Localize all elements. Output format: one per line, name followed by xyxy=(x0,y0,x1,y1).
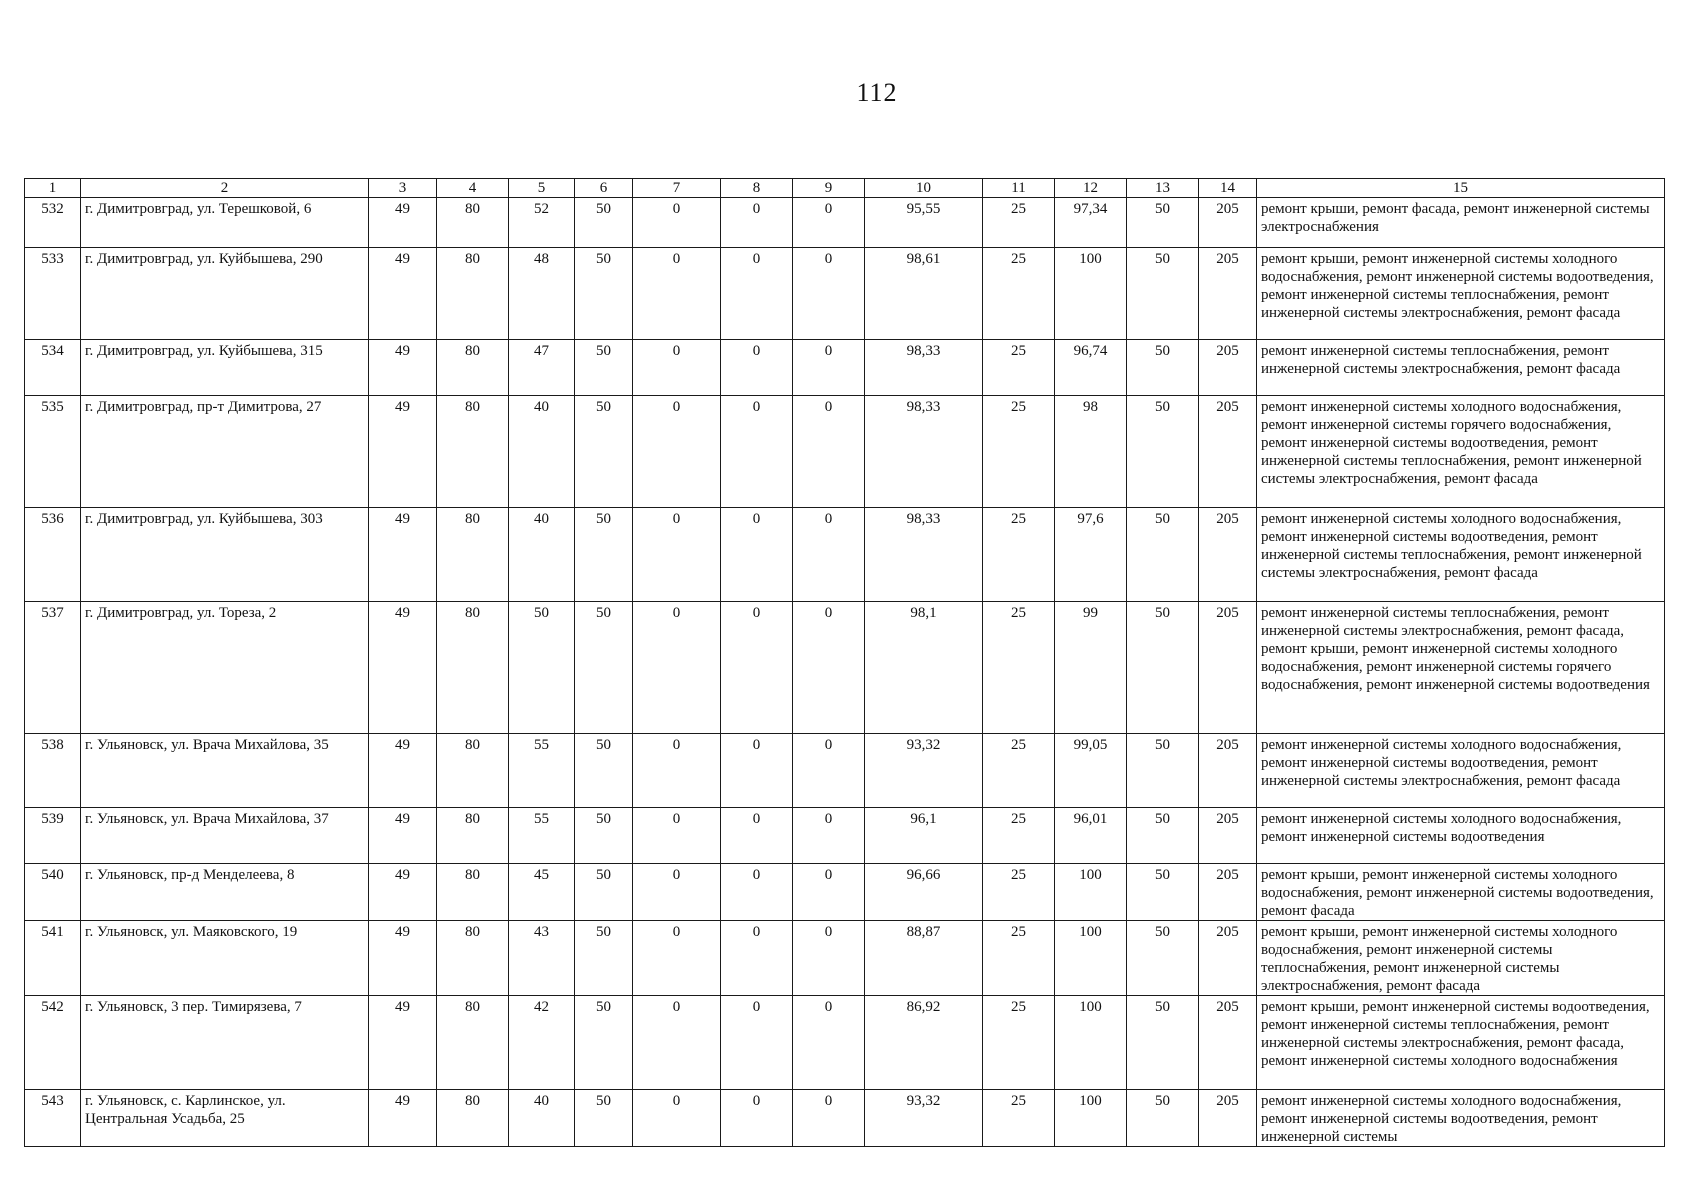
column-header: 13 xyxy=(1127,179,1199,198)
col13-value: 50 xyxy=(1127,340,1199,396)
col10-value: 98,33 xyxy=(865,396,983,508)
col5-value: 40 xyxy=(509,508,575,602)
col10-value: 98,1 xyxy=(865,602,983,734)
col9-value: 0 xyxy=(793,808,865,864)
col14-value: 205 xyxy=(1199,508,1257,602)
column-header: 10 xyxy=(865,179,983,198)
col11-value: 25 xyxy=(983,921,1055,996)
col13-value: 50 xyxy=(1127,1090,1199,1147)
col3-value: 49 xyxy=(369,340,437,396)
col8-value: 0 xyxy=(721,340,793,396)
table-row xyxy=(25,396,1665,508)
table-row xyxy=(25,921,1665,996)
column-header: 9 xyxy=(793,179,865,198)
col7-value: 0 xyxy=(633,734,721,808)
col4-value: 80 xyxy=(437,340,509,396)
col3-value: 49 xyxy=(369,396,437,508)
col10-value: 98,33 xyxy=(865,508,983,602)
col10-value: 98,61 xyxy=(865,248,983,340)
address-cell: г. Ульяновск, с. Карлинское, ул. Центральная Усадьба, 25 xyxy=(81,1090,369,1147)
col6-value: 50 xyxy=(575,734,633,808)
works-description: ремонт инженерной системы холодного водоснабжения, ремонт инженерной системы водоотведения, ремонт инженерной системы xyxy=(1257,1090,1665,1147)
col9-value: 0 xyxy=(793,1090,865,1147)
col7-value: 0 xyxy=(633,248,721,340)
col6-value: 50 xyxy=(575,1090,633,1147)
col10-value: 98,33 xyxy=(865,340,983,396)
col3-value: 49 xyxy=(369,1090,437,1147)
col14-value: 205 xyxy=(1199,198,1257,248)
col4-value: 80 xyxy=(437,396,509,508)
row-number: 532 xyxy=(25,198,81,248)
col12-value: 100 xyxy=(1055,996,1127,1090)
col8-value: 0 xyxy=(721,248,793,340)
col12-value: 97,6 xyxy=(1055,508,1127,602)
row-number: 535 xyxy=(25,396,81,508)
repair-table xyxy=(24,178,1665,1147)
table-row xyxy=(25,734,1665,808)
col13-value: 50 xyxy=(1127,734,1199,808)
address-cell: г. Ульяновск, пр-д Менделеева, 8 xyxy=(81,864,369,921)
address-cell: г. Ульяновск, 3 пер. Тимирязева, 7 xyxy=(81,996,369,1090)
col13-value: 50 xyxy=(1127,396,1199,508)
col10-value: 93,32 xyxy=(865,734,983,808)
col14-value: 205 xyxy=(1199,996,1257,1090)
col12-value: 96,01 xyxy=(1055,808,1127,864)
col9-value: 0 xyxy=(793,508,865,602)
column-header: 14 xyxy=(1199,179,1257,198)
col8-value: 0 xyxy=(721,198,793,248)
col9-value: 0 xyxy=(793,996,865,1090)
col9-value: 0 xyxy=(793,921,865,996)
col4-value: 80 xyxy=(437,508,509,602)
col6-value: 50 xyxy=(575,921,633,996)
col7-value: 0 xyxy=(633,198,721,248)
col3-value: 49 xyxy=(369,996,437,1090)
column-header: 7 xyxy=(633,179,721,198)
col5-value: 50 xyxy=(509,602,575,734)
works-description: ремонт инженерной системы холодного водоснабжения, ремонт инженерной системы водоотведения, ремонт инженерной системы теплоснабжения, ремонт инженерной системы электроснабжения, ремонт фасада xyxy=(1257,508,1665,602)
column-header: 8 xyxy=(721,179,793,198)
col8-value: 0 xyxy=(721,996,793,1090)
column-header: 6 xyxy=(575,179,633,198)
address-cell: г. Димитровград, ул. Куйбышева, 303 xyxy=(81,508,369,602)
col8-value: 0 xyxy=(721,864,793,921)
address-cell: г. Димитровград, ул. Тореза, 2 xyxy=(81,602,369,734)
col8-value: 0 xyxy=(721,921,793,996)
col11-value: 25 xyxy=(983,864,1055,921)
col7-value: 0 xyxy=(633,808,721,864)
col8-value: 0 xyxy=(721,734,793,808)
col11-value: 25 xyxy=(983,198,1055,248)
col5-value: 48 xyxy=(509,248,575,340)
col14-value: 205 xyxy=(1199,734,1257,808)
col14-value: 205 xyxy=(1199,396,1257,508)
col3-value: 49 xyxy=(369,508,437,602)
col7-value: 0 xyxy=(633,921,721,996)
works-description: ремонт инженерной системы теплоснабжения, ремонт инженерной системы электроснабжения, ремонт фасада xyxy=(1257,340,1665,396)
col13-value: 50 xyxy=(1127,248,1199,340)
col4-value: 80 xyxy=(437,248,509,340)
row-number: 536 xyxy=(25,508,81,602)
col10-value: 88,87 xyxy=(865,921,983,996)
col14-value: 205 xyxy=(1199,921,1257,996)
col5-value: 55 xyxy=(509,808,575,864)
col13-value: 50 xyxy=(1127,602,1199,734)
col7-value: 0 xyxy=(633,396,721,508)
address-cell: г. Димитровград, пр-т Димитрова, 27 xyxy=(81,396,369,508)
page-number: 112 xyxy=(856,78,898,107)
col14-value: 205 xyxy=(1199,248,1257,340)
col6-value: 50 xyxy=(575,248,633,340)
row-number: 541 xyxy=(25,921,81,996)
column-header: 1 xyxy=(25,179,81,198)
address-cell: г. Димитровград, ул. Терешковой, 6 xyxy=(81,198,369,248)
col3-value: 49 xyxy=(369,602,437,734)
col12-value: 100 xyxy=(1055,248,1127,340)
col12-value: 99,05 xyxy=(1055,734,1127,808)
row-number: 534 xyxy=(25,340,81,396)
col12-value: 100 xyxy=(1055,864,1127,921)
works-description: ремонт крыши, ремонт инженерной системы холодного водоснабжения, ремонт инженерной системы водоотведения, ремонт инженерной системы теплоснабжения, ремонт инженерной системы электроснабжения, ремонт фасада xyxy=(1257,248,1665,340)
table-row xyxy=(25,340,1665,396)
col11-value: 25 xyxy=(983,340,1055,396)
col12-value: 96,74 xyxy=(1055,340,1127,396)
column-number-row xyxy=(25,179,1665,198)
col10-value: 96,66 xyxy=(865,864,983,921)
col14-value: 205 xyxy=(1199,808,1257,864)
table-row xyxy=(25,1090,1665,1147)
col3-value: 49 xyxy=(369,734,437,808)
row-number: 542 xyxy=(25,996,81,1090)
col6-value: 50 xyxy=(575,996,633,1090)
col5-value: 52 xyxy=(509,198,575,248)
row-number: 539 xyxy=(25,808,81,864)
column-header: 12 xyxy=(1055,179,1127,198)
col5-value: 55 xyxy=(509,734,575,808)
col6-value: 50 xyxy=(575,508,633,602)
works-description: ремонт инженерной системы теплоснабжения, ремонт инженерной системы электроснабжения, ремонт фасада, ремонт крыши, ремонт инженерной системы холодного водоснабжения, ремонт инженерной системы горячего водоснабжения, ремонт инженерной системы водоотведения xyxy=(1257,602,1665,734)
col3-value: 49 xyxy=(369,248,437,340)
address-cell: г. Ульяновск, ул. Врача Михайлова, 37 xyxy=(81,808,369,864)
col11-value: 25 xyxy=(983,996,1055,1090)
row-number: 540 xyxy=(25,864,81,921)
col4-value: 80 xyxy=(437,1090,509,1147)
works-description: ремонт инженерной системы холодного водоснабжения, ремонт инженерной системы горячего водоснабжения, ремонт инженерной системы водоотведения, ремонт инженерной системы теплоснабжения, ремонт инженерной системы электроснабжения, ремонт фасада xyxy=(1257,396,1665,508)
col5-value: 40 xyxy=(509,1090,575,1147)
col11-value: 25 xyxy=(983,602,1055,734)
col5-value: 43 xyxy=(509,921,575,996)
col11-value: 25 xyxy=(983,508,1055,602)
col7-value: 0 xyxy=(633,340,721,396)
col5-value: 40 xyxy=(509,396,575,508)
table-row xyxy=(25,198,1665,248)
table-row xyxy=(25,864,1665,921)
col4-value: 80 xyxy=(437,602,509,734)
table-row xyxy=(25,996,1665,1090)
row-number: 533 xyxy=(25,248,81,340)
col6-value: 50 xyxy=(575,808,633,864)
column-header: 2 xyxy=(81,179,369,198)
col9-value: 0 xyxy=(793,198,865,248)
col11-value: 25 xyxy=(983,248,1055,340)
address-cell: г. Ульяновск, ул. Врача Михайлова, 35 xyxy=(81,734,369,808)
col13-value: 50 xyxy=(1127,508,1199,602)
col6-value: 50 xyxy=(575,396,633,508)
col13-value: 50 xyxy=(1127,808,1199,864)
col3-value: 49 xyxy=(369,198,437,248)
col13-value: 50 xyxy=(1127,996,1199,1090)
works-description: ремонт крыши, ремонт фасада, ремонт инженерной системы электроснабжения xyxy=(1257,198,1665,248)
col9-value: 0 xyxy=(793,340,865,396)
col4-value: 80 xyxy=(437,808,509,864)
col7-value: 0 xyxy=(633,864,721,921)
table-row xyxy=(25,808,1665,864)
works-description: ремонт крыши, ремонт инженерной системы холодного водоснабжения, ремонт инженерной системы теплоснабжения, ремонт инженерной системы электроснабжения, ремонт фасада xyxy=(1257,921,1665,996)
col9-value: 0 xyxy=(793,864,865,921)
col8-value: 0 xyxy=(721,508,793,602)
col14-value: 205 xyxy=(1199,864,1257,921)
col8-value: 0 xyxy=(721,808,793,864)
col8-value: 0 xyxy=(721,602,793,734)
col3-value: 49 xyxy=(369,808,437,864)
col12-value: 99 xyxy=(1055,602,1127,734)
col10-value: 95,55 xyxy=(865,198,983,248)
column-header: 5 xyxy=(509,179,575,198)
col13-value: 50 xyxy=(1127,198,1199,248)
table-row xyxy=(25,602,1665,734)
col14-value: 205 xyxy=(1199,602,1257,734)
col11-value: 25 xyxy=(983,396,1055,508)
row-number: 538 xyxy=(25,734,81,808)
address-cell: г. Димитровград, ул. Куйбышева, 290 xyxy=(81,248,369,340)
column-header: 11 xyxy=(983,179,1055,198)
col14-value: 205 xyxy=(1199,1090,1257,1147)
row-number: 537 xyxy=(25,602,81,734)
col12-value: 100 xyxy=(1055,1090,1127,1147)
col11-value: 25 xyxy=(983,808,1055,864)
col13-value: 50 xyxy=(1127,921,1199,996)
table-row xyxy=(25,248,1665,340)
col4-value: 80 xyxy=(437,921,509,996)
table-row xyxy=(25,508,1665,602)
col9-value: 0 xyxy=(793,602,865,734)
col7-value: 0 xyxy=(633,1090,721,1147)
works-description: ремонт инженерной системы холодного водоснабжения, ремонт инженерной системы водоотведения xyxy=(1257,808,1665,864)
col5-value: 47 xyxy=(509,340,575,396)
col8-value: 0 xyxy=(721,396,793,508)
column-header: 15 xyxy=(1257,179,1665,198)
col4-value: 80 xyxy=(437,198,509,248)
col7-value: 0 xyxy=(633,996,721,1090)
column-header: 3 xyxy=(369,179,437,198)
col3-value: 49 xyxy=(369,921,437,996)
col6-value: 50 xyxy=(575,340,633,396)
row-number: 543 xyxy=(25,1090,81,1147)
col12-value: 98 xyxy=(1055,396,1127,508)
col4-value: 80 xyxy=(437,864,509,921)
works-description: ремонт крыши, ремонт инженерной системы холодного водоснабжения, ремонт инженерной системы водоотведения, ремонт фасада xyxy=(1257,864,1665,921)
col7-value: 0 xyxy=(633,508,721,602)
col8-value: 0 xyxy=(721,1090,793,1147)
address-cell: г. Ульяновск, ул. Маяковского, 19 xyxy=(81,921,369,996)
col9-value: 0 xyxy=(793,734,865,808)
address-cell: г. Димитровград, ул. Куйбышева, 315 xyxy=(81,340,369,396)
col4-value: 80 xyxy=(437,734,509,808)
col9-value: 0 xyxy=(793,248,865,340)
col10-value: 86,92 xyxy=(865,996,983,1090)
col12-value: 100 xyxy=(1055,921,1127,996)
works-description: ремонт инженерной системы холодного водоснабжения, ремонт инженерной системы водоотведения, ремонт инженерной системы электроснабжения, ремонт фасада xyxy=(1257,734,1665,808)
col10-value: 93,32 xyxy=(865,1090,983,1147)
col5-value: 42 xyxy=(509,996,575,1090)
repair-table-container xyxy=(24,178,1664,1147)
col9-value: 0 xyxy=(793,396,865,508)
col6-value: 50 xyxy=(575,864,633,921)
works-description: ремонт крыши, ремонт инженерной системы водоотведения, ремонт инженерной системы теплоснабжения, ремонт инженерной системы электроснабжения, ремонт фасада, ремонт инженерной системы холодного водоснабжения xyxy=(1257,996,1665,1090)
col10-value: 96,1 xyxy=(865,808,983,864)
col3-value: 49 xyxy=(369,864,437,921)
col12-value: 97,34 xyxy=(1055,198,1127,248)
col13-value: 50 xyxy=(1127,864,1199,921)
col7-value: 0 xyxy=(633,602,721,734)
col14-value: 205 xyxy=(1199,340,1257,396)
column-header: 4 xyxy=(437,179,509,198)
col5-value: 45 xyxy=(509,864,575,921)
col6-value: 50 xyxy=(575,602,633,734)
col11-value: 25 xyxy=(983,1090,1055,1147)
col4-value: 80 xyxy=(437,996,509,1090)
col11-value: 25 xyxy=(983,734,1055,808)
col6-value: 50 xyxy=(575,198,633,248)
